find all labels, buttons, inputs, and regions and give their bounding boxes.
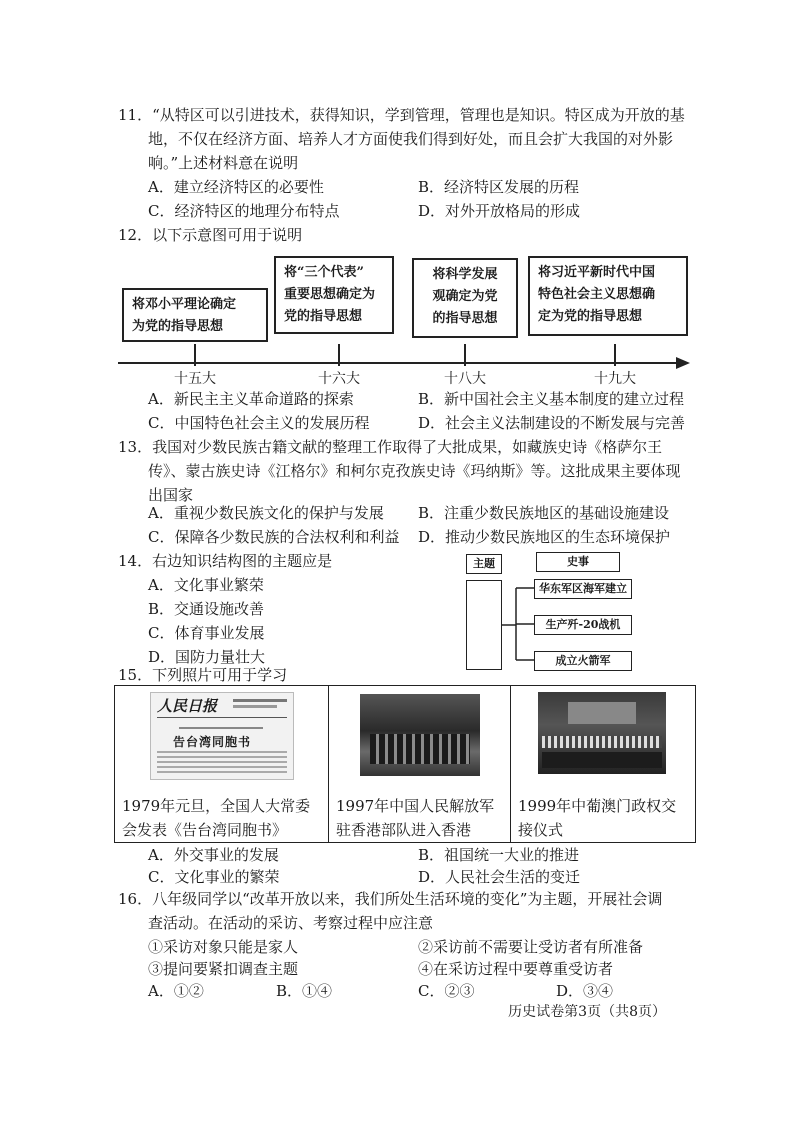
q12-box-15 [122, 288, 268, 342]
q12-label-19: 十九大 [594, 371, 636, 387]
q14-option-c: C．体育事业发展 [148, 624, 265, 642]
q11-line-1: 11．“从特区可以引进技术，获得知识，学到管理，管理也是知识。特区成为开放的基 [118, 106, 685, 124]
q14-events-label: 史事 [536, 552, 620, 572]
q14-option-a: A．文化事业繁荣 [148, 576, 264, 594]
q15-newspaper-rule [157, 717, 287, 718]
q12-box-18-line-2: 观确定为党 [432, 289, 498, 304]
q12-box-15-line-1: 将邓小平理论确定 [132, 297, 237, 312]
q16-line-1: 16．八年级同学以“改革开放以来，我们所处生活环境的变化”为主题，开展社会调 [118, 890, 663, 908]
q15-newspaper-headline: 告台湾同胞书 [173, 735, 252, 749]
q16-line-2: 查活动。在活动的采访、考察过程中应注意 [148, 914, 434, 932]
q12-box-19 [528, 256, 688, 336]
q12-box-16-line-1: 将“三个代表” [284, 265, 364, 280]
q15-caption-3-line-1: 1999年中葡澳门政权交 [518, 797, 677, 815]
q15-caption-1-line-1: 1979年元旦，全国人大常委 [122, 797, 311, 815]
q14-stem: 14．右边知识结构图的主题应是 [118, 552, 333, 570]
q15-newspaper-subhead [179, 727, 263, 729]
q15-option-b: B．祖国统一大业的推进 [418, 846, 580, 864]
q15-divider-1 [328, 685, 330, 843]
q12-box-19-line-2: 特色社会主义思想确 [538, 287, 656, 302]
q12-tick-18 [464, 344, 466, 366]
q12-stem: 12．以下示意图可用于说明 [118, 226, 303, 244]
q12-option-c: C．中国特色社会主义的发展历程 [148, 414, 370, 432]
q15-caption-3-line-2: 接仪式 [518, 821, 564, 839]
q13-line-3: 出国家 [148, 486, 194, 504]
q13-option-c: C．保障各少数民族的合法权利和利益 [148, 528, 400, 546]
q12-box-16-line-2: 重要思想确定为 [284, 287, 376, 302]
q16-option-a: A．①② [148, 982, 204, 1000]
q14-event-2: 生产歼-20战机 [534, 615, 632, 635]
q12-box-19-line-1: 将习近平新时代中国 [538, 265, 656, 280]
q16-item-3: ③提问要紧扣调查主题 [148, 960, 299, 978]
q11-option-a: A．建立经济特区的必要性 [148, 178, 324, 196]
q12-box-18 [412, 258, 518, 338]
q11-option-b: B．经济特区发展的历程 [418, 178, 580, 196]
q13-line-2: 传》、蒙古族史诗《江格尔》和柯尔克孜族史诗《玛纳斯》等。这批成果主要体现 [148, 462, 681, 480]
q14-option-b: B．交通设施改善 [148, 600, 265, 618]
q16-option-b: B．①④ [276, 982, 333, 1000]
q12-box-15-line-2: 为党的指导思想 [132, 319, 224, 334]
q15-newspaper-dateline [233, 699, 287, 702]
q12-option-d: D．社会主义法制建设的不断发展与完善 [418, 414, 686, 432]
q13-line-1: 13．我国对少数民族古籍文献的整理工作取得了大批成果，如藏族史诗《格萨尔王 [118, 438, 663, 456]
q15-photo-newspaper [150, 692, 294, 780]
q11-line-2: 地，不仅在经济方面、培养人才方面使我们得到好处，而且会扩大我国的对外影 [148, 130, 674, 148]
q15-photo-ceremony [538, 692, 666, 774]
q12-option-b: B．新中国社会主义基本制度的建立过程 [418, 390, 685, 408]
q14-topic-blank [466, 580, 502, 670]
q15-newspaper-masthead: 人民日报 [157, 697, 218, 715]
q12-label-18: 十八大 [444, 371, 486, 387]
q13-option-d: D．推动少数民族地区的生态环境保护 [418, 528, 671, 546]
q12-box-16-line-3: 党的指导思想 [284, 309, 363, 324]
q12-tick-16 [338, 344, 340, 366]
q11-option-d: D．对外开放格局的形成 [418, 202, 581, 220]
q12-label-15: 十五大 [174, 371, 216, 387]
q15-troops-crowd [370, 734, 470, 764]
q15-ceremony-audience [542, 736, 662, 748]
q15-ceremony-floor [542, 752, 662, 768]
q15-ceremony-stage [568, 702, 636, 724]
q15-divider-2 [510, 685, 512, 843]
q16-item-1: ①采访对象只能是家人 [148, 938, 299, 956]
q15-newspaper-dateline-2 [233, 705, 277, 708]
q15-newspaper-text [157, 751, 287, 775]
q12-box-16 [274, 256, 394, 334]
q16-option-c: C．②③ [418, 982, 475, 1000]
q16-item-2: ②采访前不需要让受访者有所准备 [418, 938, 644, 956]
q15-option-a: A．外交事业的发展 [148, 846, 279, 864]
q15-option-c: C．文化事业的繁荣 [148, 868, 280, 886]
q12-box-19-line-3: 定为党的指导思想 [538, 309, 643, 324]
q11-option-c: C．经济特区的地理分布特点 [148, 202, 340, 220]
q15-caption-1-line-2: 会发表《告台湾同胞书》 [122, 821, 288, 839]
page-footer: 历史试卷第3页（共8页） [508, 1004, 666, 1020]
q14-event-3: 成立火箭军 [534, 651, 632, 671]
q12-label-16: 十六大 [318, 371, 360, 387]
q15-caption-2-line-2: 驻香港部队进入香港 [336, 821, 472, 839]
q15-stem: 15．下列照片可用于学习 [118, 666, 288, 684]
q12-tick-15 [194, 344, 196, 366]
q15-photo-troops [360, 694, 480, 776]
q11-line-3: 响。”上述材料意在说明 [148, 154, 299, 172]
q12-tick-19 [614, 344, 616, 366]
q16-option-d: D．③④ [556, 982, 614, 1000]
q15-caption-2-line-1: 1997年中国人民解放军 [336, 797, 495, 815]
q15-option-d: D．人民社会生活的变迁 [418, 868, 581, 886]
q12-box-18-line-3: 的指导思想 [432, 311, 498, 326]
q12-option-a: A．新民主主义革命道路的探索 [148, 390, 354, 408]
q14-event-1: 华东军区海军建立 [534, 579, 632, 599]
q13-option-b: B．注重少数民族地区的基础设施建设 [418, 504, 670, 522]
q12-box-18-line-1: 将科学发展 [432, 267, 498, 282]
q14-topic-label: 主题 [466, 554, 502, 574]
q13-option-a: A．重视少数民族文化的保护与发展 [148, 504, 384, 522]
q16-item-4: ④在采访过程中要尊重受访者 [418, 960, 614, 978]
q14-option-d: D．国防力量壮大 [148, 648, 266, 666]
